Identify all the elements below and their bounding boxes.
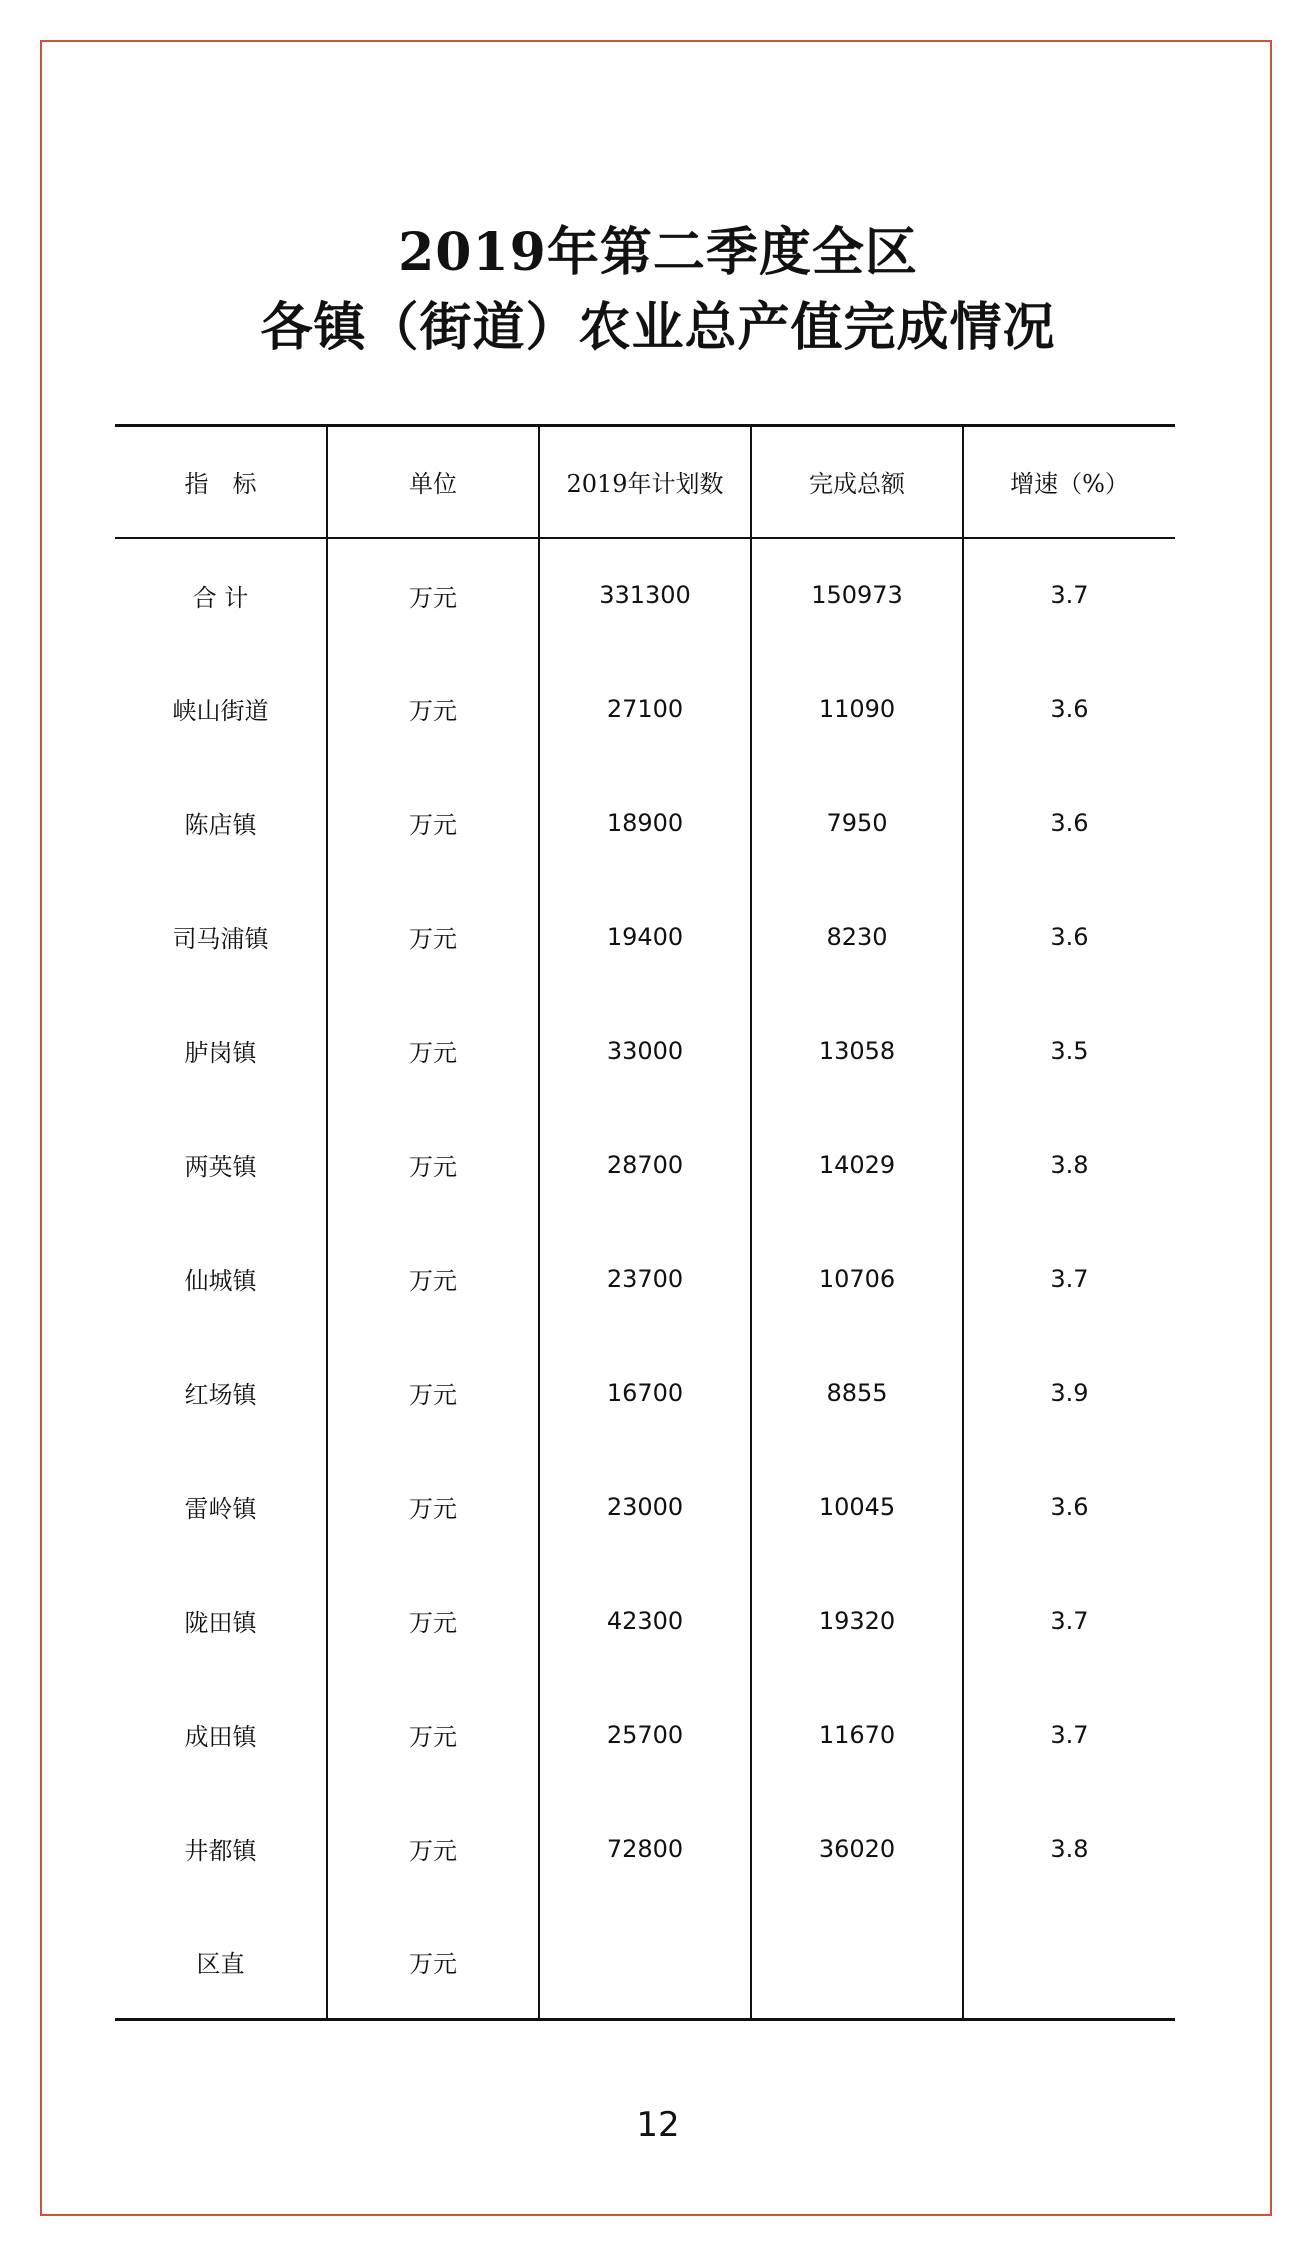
table-row	[115, 1222, 1175, 1336]
cell-plan-value: 331300	[539, 538, 751, 652]
cell-completed-value: 7950	[751, 766, 963, 880]
cell-completed-value: 19320	[751, 1564, 963, 1678]
cell-plan-value: 18900	[539, 766, 751, 880]
cell-growth-value: 3.9	[963, 1336, 1175, 1450]
cell-completed-value: 10045	[751, 1450, 963, 1564]
cell-growth-value: 3.6	[963, 1450, 1175, 1564]
cell-unit: 万元	[327, 1792, 539, 1906]
cell-growth-value	[963, 1906, 1175, 2020]
header-completed-total: 完成总额	[751, 426, 963, 538]
cell-plan-value: 25700	[539, 1678, 751, 1792]
cell-completed-value: 36020	[751, 1792, 963, 1906]
table-row	[115, 1108, 1175, 1222]
cell-unit: 万元	[327, 1450, 539, 1564]
table-row	[115, 1450, 1175, 1564]
cell-unit: 万元	[327, 1678, 539, 1792]
cell-plan-value: 23000	[539, 1450, 751, 1564]
cell-growth-value: 3.8	[963, 1792, 1175, 1906]
cell-town-name: 胪岗镇	[184, 1039, 257, 1067]
cell-unit: 万元	[327, 880, 539, 994]
table-row	[115, 1336, 1175, 1450]
header-plan-2019: 2019年计划数	[539, 426, 751, 538]
table-row	[115, 538, 1175, 652]
cell-town-name: 成田镇	[184, 1723, 257, 1751]
cell-growth-value: 3.8	[963, 1108, 1175, 1222]
cell-completed-value	[751, 1906, 963, 2020]
cell-unit: 万元	[327, 1222, 539, 1336]
cell-growth-value: 3.6	[963, 880, 1175, 994]
report-title-line-1: 2019年第二季度全区	[398, 222, 918, 283]
cell-completed-value: 13058	[751, 994, 963, 1108]
cell-town-name: 雷岭镇	[184, 1495, 257, 1523]
cell-plan-value: 19400	[539, 880, 751, 994]
cell-growth-value: 3.7	[963, 538, 1175, 652]
table-row	[115, 1564, 1175, 1678]
table-row	[115, 880, 1175, 994]
cell-growth-value: 3.7	[963, 1678, 1175, 1792]
page-number: 12	[636, 2105, 680, 2145]
cell-town-name: 仙城镇	[184, 1267, 257, 1295]
cell-completed-value: 11670	[751, 1678, 963, 1792]
cell-unit: 万元	[327, 994, 539, 1108]
agriculture-output-table	[115, 424, 1175, 2021]
cell-unit: 万元	[327, 1108, 539, 1222]
cell-town-name: 区直	[115, 1906, 327, 2020]
table-row	[115, 1906, 1175, 2020]
table-row	[115, 994, 1175, 1108]
cell-plan-value: 27100	[539, 652, 751, 766]
cell-completed-value: 14029	[751, 1108, 963, 1222]
cell-growth-value: 3.7	[963, 1222, 1175, 1336]
cell-plan-value: 72800	[539, 1792, 751, 1906]
cell-growth-value: 3.5	[963, 994, 1175, 1108]
cell-unit: 万元	[327, 1336, 539, 1450]
cell-plan-value: 23700	[539, 1222, 751, 1336]
report-title-line-2: 各镇（街道）农业总产值完成情况	[260, 297, 1056, 358]
cell-unit: 万元	[327, 1564, 539, 1678]
cell-plan-value	[539, 1906, 751, 2020]
cell-unit: 万元	[327, 766, 539, 880]
header-growth-rate: 增速（%）	[963, 426, 1175, 538]
table-header-row	[115, 426, 1175, 538]
cell-completed-value: 150973	[751, 538, 963, 652]
cell-town-name: 峡山街道	[172, 697, 269, 725]
cell-plan-value: 16700	[539, 1336, 751, 1450]
cell-completed-value: 8230	[751, 880, 963, 994]
table-row	[115, 1678, 1175, 1792]
cell-plan-value: 28700	[539, 1108, 751, 1222]
cell-town-name: 两英镇	[184, 1153, 257, 1181]
cell-plan-value: 33000	[539, 994, 751, 1108]
cell-town-name: 红场镇	[184, 1381, 257, 1409]
table-row	[115, 1792, 1175, 1906]
table-row	[115, 652, 1175, 766]
header-unit: 单位	[327, 426, 539, 538]
header-indicator: 指 标	[115, 426, 327, 538]
cell-town-name: 陈店镇	[184, 811, 257, 839]
cell-unit: 万元	[327, 538, 539, 652]
table-body	[115, 538, 1175, 2020]
cell-completed-value: 8855	[751, 1336, 963, 1450]
cell-completed-value: 10706	[751, 1222, 963, 1336]
cell-unit: 万元	[327, 1906, 539, 2020]
cell-growth-value: 3.6	[963, 766, 1175, 880]
cell-growth-value: 3.6	[963, 652, 1175, 766]
cell-growth-value: 3.7	[963, 1564, 1175, 1678]
cell-town-name: 陇田镇	[184, 1609, 257, 1637]
cell-plan-value: 42300	[539, 1564, 751, 1678]
cell-completed-value: 11090	[751, 652, 963, 766]
table-row	[115, 766, 1175, 880]
cell-town-name: 司马浦镇	[172, 925, 269, 953]
cell-unit: 万元	[327, 652, 539, 766]
cell-town-name: 井都镇	[184, 1837, 257, 1865]
cell-town-name: 合 计	[192, 583, 249, 612]
